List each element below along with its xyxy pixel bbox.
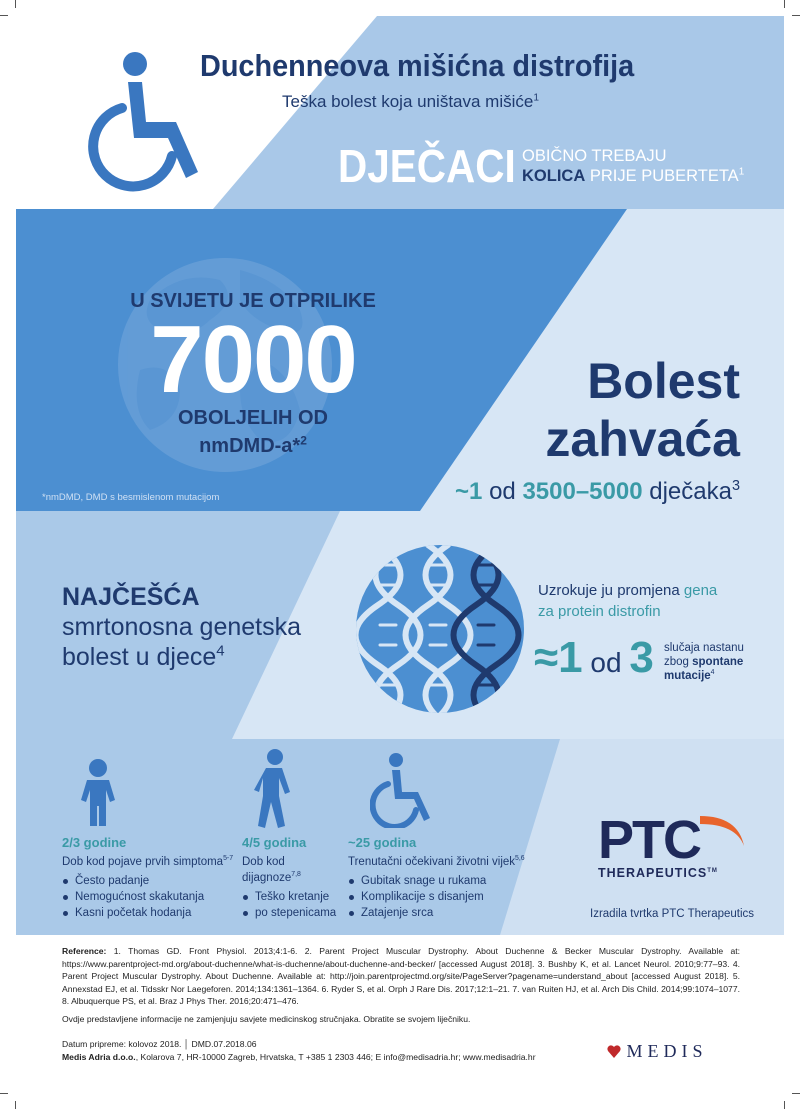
references: Reference: 1. Thomas GD. Front Physiol. 2013;4:1-6. 2. Parent Project Muscular Dystrophy. About Duchenne & Becker Muscular Dystrophy. Available at: https://www.parentproject-md.org/about-duchenne/what-is-duchenne/about-duchenne-and-becker/ [accessed August 2018]. 3. Bushby K, et al. Lancet Neurol. 2010;9:77–93. 4. Parent Project Muscular Dystrophy. About Duchenne. Available at: http://join.parentprojectmd.org/site/PageServer?pagename=understand_about [accessed August 2018]. 5. Annexstad EJ, et al. Tidsskr Nor Laegeforen. 2014;134:1361–1364. 6. Ryder S, et al. Orph J Rare Dis. 2017;12:1–21. 7. van Ruiten HJ, et al. Arch Dis Child. 2014;99:1074–1077. 8. Albuquerque PS, et al. Braz J Phys Ther. 2016;20:471–476. bbox=[62, 946, 740, 1006]
dna-icon bbox=[356, 545, 524, 713]
gene-cause-text: Uzrokuje ju promjena gena za protein distrofin bbox=[538, 582, 718, 620]
world-number: 7000 bbox=[150, 306, 356, 413]
world-line1: U SVIJETU JE OTPRILIKE bbox=[130, 290, 376, 312]
world-line2: OBOLJELIH OD nmDMD-a*$^2$ bbox=[177, 407, 328, 457]
gene-ratio: ≈1 od 3 bbox=[534, 633, 654, 682]
boys-heading: DJEČACI bbox=[338, 140, 516, 192]
gene-ratio-note: slučaja nastanu zbog spontane mutacije$^4$ bbox=[664, 642, 744, 682]
medis-logo: MEDIS bbox=[606, 1041, 707, 1062]
disclaimer: Ovdje predstavljene informacije ne zamjenjuju savjete medicinskog stručnjaka. Obratite se svojem liječniku. bbox=[62, 1014, 471, 1024]
toddler-icon bbox=[78, 758, 118, 828]
company-info: Medis Adria d.o.o., Kolarova 7, HR-10000 Zagreb, Hrvatska, T +385 1 2303 446; E info@medisadria.hr; www.medisadria.hr bbox=[62, 1052, 536, 1062]
child-walking-icon bbox=[250, 748, 296, 828]
heart-icon bbox=[606, 1044, 622, 1060]
prevalence-heading: Bolest zahvaća bbox=[545, 353, 740, 467]
page-title: Duchenneova mišićna distrofija bbox=[200, 48, 635, 83]
page-subtitle: Teška bolest koja uništava mišiće$^1$ bbox=[282, 92, 540, 111]
made-by-text: Izradila tvrtka PTC Therapeutics bbox=[590, 908, 755, 920]
prevalence-stat: ~1 od 3500–5000 dječaka$^3$ bbox=[455, 478, 740, 505]
wheelchair-statement: OBIČNO TREBAJU KOLICA PRIJE PUBERTETA$^1$ bbox=[522, 147, 745, 185]
timeline-item: 4/5 godina Dob kod dijagnoze$^{7,8}$ Teško kretanje po stepenicama bbox=[242, 835, 342, 921]
timeline-item: 2/3 godine Dob kod pojave prvih simptoma$^{5-7}$ Često padanje Nemogućnost skakutanja Kasni početak hodanja bbox=[62, 835, 242, 921]
wheelchair-icon bbox=[88, 50, 208, 195]
wheelchair-icon bbox=[370, 752, 436, 828]
timeline-item: ~25 godina Trenutačni očekivani životni vijek$^{5,6}$ Gubitak snage u rukama Komplikacije s disanjem Zatajenje srca bbox=[348, 835, 548, 921]
ptc-logo: PTC THERAPEUTICS™ bbox=[596, 808, 756, 888]
world-footnote: *nmDMD, DMD s besmislenom mutacijom bbox=[42, 492, 220, 503]
preparation-date: Datum pripreme: kolovoz 2018. │ DMD.07.2018.06 bbox=[62, 1039, 257, 1049]
common-disease-text: NAJČEŠĆA smrtonosna genetska bolest u djece$^4$ bbox=[62, 583, 302, 671]
